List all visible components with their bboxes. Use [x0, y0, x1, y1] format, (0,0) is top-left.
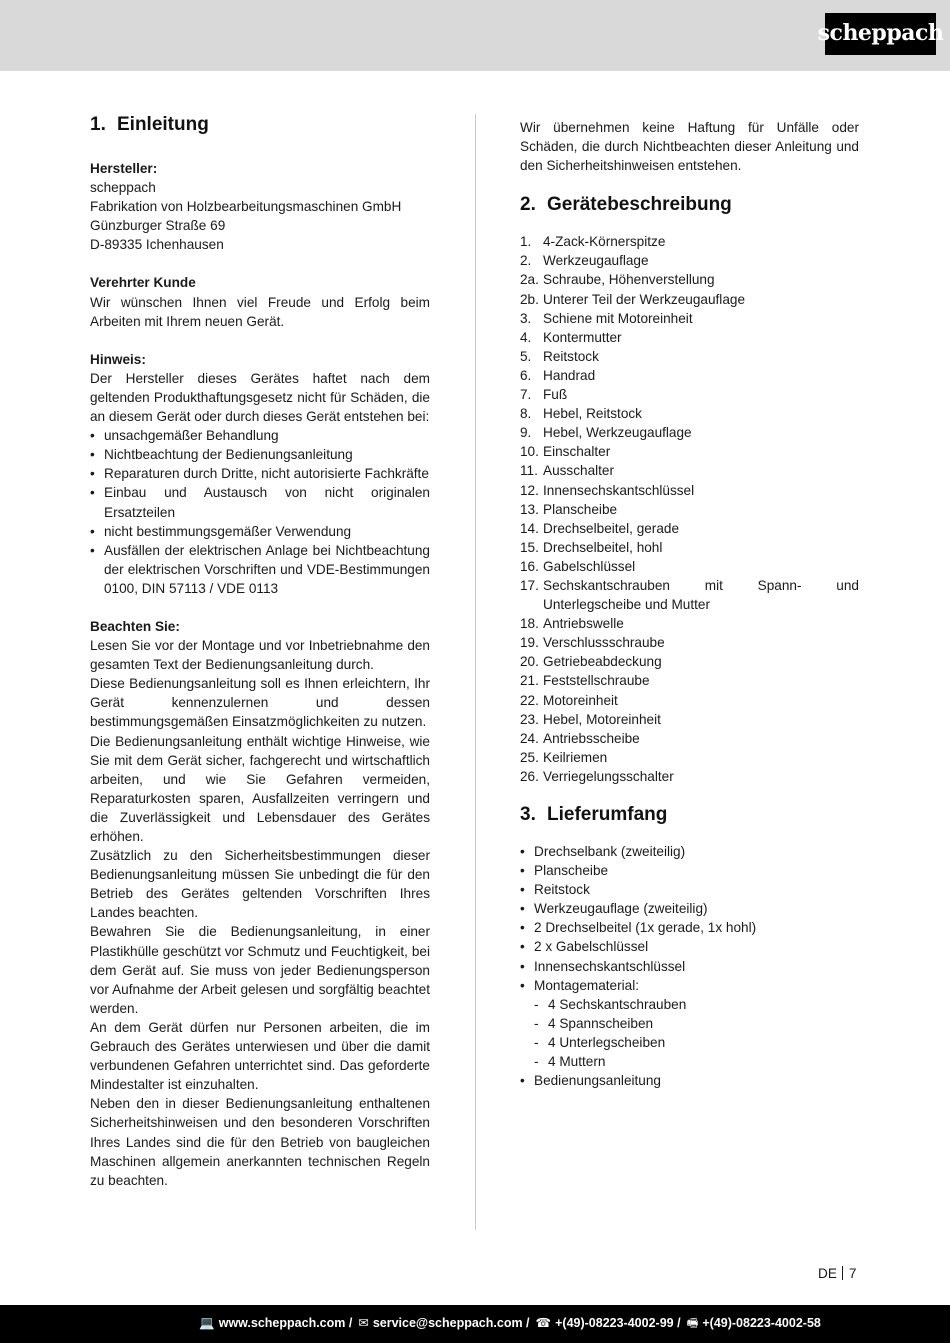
- section-heading-description: [520, 193, 859, 217]
- fax-icon: 🖷: [686, 1316, 699, 1331]
- part-number: 2.: [520, 253, 532, 269]
- section-heading-introduction: [90, 113, 430, 137]
- list-item: Zusätzlich zu den Sicherheitsbestimmungen dieser Bedienungsanleitung müssen Sie unbedingt die für den Betrieb des Gerätes geltenden Vorschriften Ihres Landes beachten.: [90, 848, 430, 921]
- part-item: [520, 576, 859, 614]
- part-item: [520, 500, 859, 519]
- footer-website[interactable]: www.scheppach.com /: [218, 1316, 353, 1331]
- list-item: • Reitstock: [520, 880, 859, 899]
- observe-paragraphs: [90, 636, 430, 1190]
- part-label: Planscheibe: [543, 501, 618, 517]
- section-heading-scope: [520, 803, 859, 827]
- part-label: Reitstock: [543, 348, 599, 364]
- part-label: Hebel, Werkzeugauflage: [543, 425, 692, 441]
- list-item: • Nichtbeachtung der Bedienungsanleitung: [90, 445, 430, 464]
- footer-bar: [0, 1305, 950, 1343]
- part-label: Getriebeabdeckung: [543, 654, 662, 670]
- footer-fax: +(49)-08223-4002-58: [702, 1316, 821, 1331]
- part-item: [520, 461, 859, 480]
- part-label: Fuß: [543, 387, 568, 403]
- part-number: 12.: [520, 482, 539, 498]
- part-item: [520, 232, 859, 251]
- brand-logo: [817, 13, 944, 55]
- note-label: Hinweis:: [90, 351, 146, 367]
- mail-icon: ✉: [358, 1316, 369, 1331]
- section-title: Lieferumfang: [547, 804, 668, 825]
- footer-phone: +(49)-08223-4002-99 /: [555, 1316, 681, 1331]
- scope-list: [520, 842, 859, 995]
- part-label: Feststellschraube: [543, 673, 650, 689]
- section-title: Einleitung: [117, 114, 209, 135]
- part-label: Keilriemen: [543, 749, 608, 765]
- list-item: • 2 x Gabelschlüssel: [520, 937, 859, 956]
- left-column: [90, 113, 430, 1190]
- list-item: • Planscheibe: [520, 861, 859, 880]
- manufacturer-label: Hersteller:: [90, 161, 158, 176]
- part-number: 26.: [520, 768, 539, 784]
- part-label: Sechskantschrauben mit Spann- und Unterlegscheibe und Mutter: [543, 577, 859, 613]
- customer-label: Verehrter Kunde: [90, 275, 196, 291]
- part-label: Ausschalter: [543, 463, 615, 479]
- list-item: Bewahren Sie die Bedienungsanleitung, in einer Plastikhülle geschützt vor Schmutz und Feuchtigkeit, bei dem Gerät auf. Sie muss von jeder Bedienungsperson vor Aufnahme der Arbeit gelesen und sorgfältig beachtet werden.: [90, 924, 430, 1016]
- part-number: 17.: [520, 577, 539, 593]
- part-label: 4-Zack-Körnerspitze: [543, 234, 666, 250]
- part-item: [520, 328, 859, 347]
- list-item: Diese Bedienungsanleitung soll es Ihnen erleichtern, Ihr Gerät kennenzulernen und dessen bestimmungsgemäßen Einsatzmöglichkeiten zu nutzen.: [90, 676, 430, 730]
- part-number: 18.: [520, 616, 539, 632]
- part-number: 2a.: [520, 272, 539, 288]
- part-number: 16.: [520, 558, 539, 574]
- part-item: [520, 347, 859, 366]
- part-number: 20.: [520, 654, 539, 670]
- liability-text: Wir übernehmen keine Haftung für Unfälle oder Schäden, die durch Nichtbeachten dieser Anleitung und den Sicherheitshinweisen entstehen.: [520, 120, 859, 174]
- part-label: Handrad: [543, 367, 596, 383]
- part-item: [520, 557, 859, 576]
- list-item: Neben den in dieser Bedienungsanleitung enthaltenen Sicherheitshinweisen und den besonderen Vorschriften Ihres Landes sind die für den Betrieb von baugleichen Maschinen allgemein anerkannten technischen Regeln zu beachten.: [90, 1096, 430, 1188]
- list-item: - 4 Muttern: [520, 1052, 859, 1071]
- list-item: • Einbau und Austausch von nicht originalen Ersatzteilen: [90, 483, 430, 521]
- parts-list: [520, 232, 859, 786]
- part-item: [520, 538, 859, 557]
- section-number: 3.: [520, 804, 536, 825]
- part-item: [520, 366, 859, 385]
- part-item: [520, 671, 859, 690]
- part-number: 5.: [520, 348, 532, 364]
- list-item: Fabrikation von Holzbearbeitungsmaschinen GmbH: [90, 199, 402, 215]
- note-list: [90, 426, 430, 598]
- part-number: 7.: [520, 387, 532, 403]
- scope-list-end: [520, 1071, 859, 1090]
- part-label: Schiene mit Motoreinheit: [543, 310, 693, 326]
- list-item: • Innensechskantschlüssel: [520, 957, 859, 976]
- page-separator: [842, 1266, 843, 1280]
- part-item: [520, 652, 859, 671]
- part-number: 15.: [520, 539, 539, 555]
- part-label: Motoreinheit: [543, 692, 618, 708]
- part-number: 4.: [520, 329, 532, 345]
- note-text: Der Hersteller dieses Gerätes haftet nach dem geltenden Produkthaftungsgesetz nicht für Schäden, die an diesem Gerät oder durch dieses Gerät entstehen bei:: [90, 370, 430, 425]
- part-label: Werkzeugauflage: [543, 253, 649, 269]
- brand-name: scheppach: [817, 20, 944, 47]
- part-item: [520, 748, 859, 767]
- part-label: Hebel, Reitstock: [543, 406, 642, 422]
- list-item: - 4 Sechskantschrauben: [520, 995, 859, 1014]
- part-number: 13.: [520, 501, 539, 517]
- right-column: [520, 118, 859, 1090]
- part-item: [520, 729, 859, 748]
- list-item: An dem Gerät dürfen nur Personen arbeiten, die im Gebrauch des Gerätes unterwiesen und über die damit verbundenen Gefahren unterrichtet sind. Das geforderte Mindestalter ist einzuhalten.: [90, 1019, 430, 1093]
- section-number: 2.: [520, 194, 536, 216]
- list-item: • Ausfällen der elektrischen Anlage bei Nichtbeachtung der elektrischen Vorschriften und VDE-Bestimmungen 0100, DIN 57113 / VDE 0113: [90, 541, 430, 598]
- part-number: 11.: [520, 463, 538, 479]
- part-number: 14.: [520, 520, 539, 536]
- page-number-value: 7: [848, 1266, 857, 1281]
- column-divider: [475, 114, 476, 1230]
- part-number: 8.: [520, 406, 532, 422]
- part-label: Verriegelungsschalter: [543, 768, 674, 784]
- part-label: Drechselbeitel, gerade: [543, 520, 680, 536]
- list-item: scheppach: [90, 180, 156, 196]
- part-number: 9.: [520, 425, 532, 441]
- part-number: 6.: [520, 367, 532, 383]
- part-item: [520, 309, 859, 328]
- part-label: Drechselbeitel, hohl: [543, 539, 663, 555]
- observe-label: Beachten Sie:: [90, 618, 180, 634]
- part-item: [520, 270, 859, 289]
- part-item: [520, 633, 859, 652]
- part-label: Gabelschlüssel: [543, 558, 636, 574]
- header-bar: [0, 0, 950, 71]
- part-number: 2b.: [520, 291, 539, 307]
- part-label: Schraube, Höhenverstellung: [543, 272, 715, 288]
- list-item: Lesen Sie vor der Montage und vor Inbetriebnahme den gesamten Text der Bedienungsanleitung durch.: [90, 638, 430, 673]
- list-item: • Bedienungsanleitung: [520, 1071, 859, 1090]
- part-item: [520, 423, 859, 442]
- part-item: [520, 767, 859, 786]
- part-item: [520, 290, 859, 309]
- list-item: - 4 Unterlegscheiben: [520, 1033, 859, 1052]
- section-number: 1.: [90, 114, 106, 135]
- part-label: Antriebswelle: [543, 616, 624, 632]
- list-item: • 2 Drechselbeitel (1x gerade, 1x hohl): [520, 918, 859, 937]
- page-language: DE: [818, 1266, 837, 1281]
- part-label: Antriebsscheibe: [543, 730, 640, 746]
- footer-email[interactable]: service@scheppach.com /: [372, 1316, 530, 1331]
- part-number: 21.: [520, 673, 539, 689]
- list-item: - 4 Spannscheiben: [520, 1014, 859, 1033]
- part-item: [520, 691, 859, 710]
- part-label: Unterer Teil der Werkzeugauflage: [543, 291, 746, 307]
- list-item: • unsachgemäßer Behandlung: [90, 426, 430, 445]
- part-number: 19.: [520, 635, 539, 651]
- part-item: [520, 251, 859, 270]
- page-number: [818, 1264, 856, 1283]
- part-number: 22.: [520, 692, 539, 708]
- part-number: 24.: [520, 730, 539, 746]
- part-label: Innensechskantschlüssel: [543, 482, 695, 498]
- mounting-list: [520, 995, 859, 1071]
- customer-text: Wir wünschen Ihnen viel Freude und Erfolg beim Arbeiten mit Ihrem neuen Gerät.: [90, 294, 430, 329]
- part-number: 3.: [520, 310, 532, 326]
- list-item: • Reparaturen durch Dritte, nicht autorisierte Fachkräfte: [90, 464, 430, 483]
- list-item: D-89335 Ichenhausen: [90, 237, 224, 253]
- manufacturer-address: [90, 178, 430, 254]
- part-label: Kontermutter: [543, 329, 622, 345]
- section-title: Gerätebeschreibung: [547, 194, 732, 216]
- phone-icon: ☎: [535, 1316, 552, 1331]
- list-item: • Montagematerial:: [520, 976, 859, 995]
- part-label: Hebel, Motoreinheit: [543, 711, 661, 727]
- part-item: [520, 404, 859, 423]
- part-item: [520, 481, 859, 500]
- part-number: 23.: [520, 711, 539, 727]
- list-item: • Drechselbank (zweiteilig): [520, 842, 859, 861]
- part-item: [520, 710, 859, 729]
- list-item: Günzburger Straße 69: [90, 218, 226, 234]
- part-item: [520, 385, 859, 404]
- part-number: 1.: [520, 234, 532, 250]
- part-label: Verschlussschraube: [543, 635, 665, 651]
- part-number: 10.: [520, 444, 539, 460]
- part-label: Einschalter: [543, 444, 611, 460]
- part-item: [520, 442, 859, 461]
- part-number: 25.: [520, 749, 539, 765]
- part-item: [520, 519, 859, 538]
- list-item: Die Bedienungsanleitung enthält wichtige Hinweise, wie Sie mit dem Gerät sicher, fachgerecht und wirtschaftlich arbeiten, und wie Sie Gefahren vermeiden, Reparaturkosten sparen, Ausfallzeiten verringern und die Zuverlässigkeit und Lebensdauer des Gerätes erhöhen.: [90, 733, 430, 844]
- computer-icon: 💻: [199, 1316, 215, 1331]
- list-item: • Werkzeugauflage (zweiteilig): [520, 899, 859, 918]
- list-item: • nicht bestimmungsgemäßer Verwendung: [90, 522, 430, 541]
- part-item: [520, 614, 859, 633]
